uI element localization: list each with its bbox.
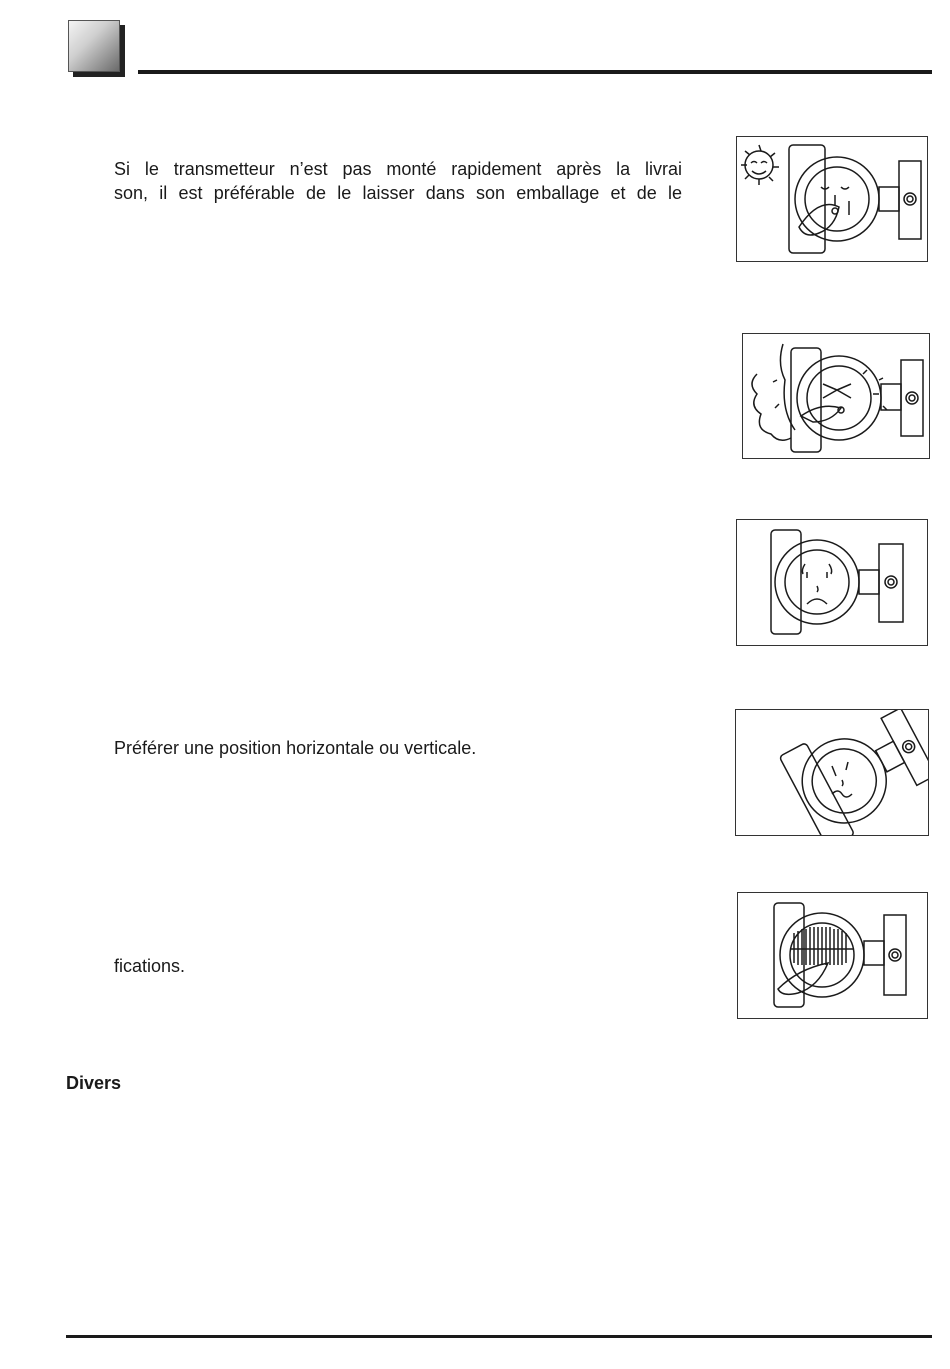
storage-paragraph-line-2: son, il est préférable de le laisser dans son emballage et de le xyxy=(114,183,682,203)
sun-icon xyxy=(741,145,779,185)
figure-transmitter-rain xyxy=(742,333,930,459)
figure-transmitter-enclosed xyxy=(737,892,928,1019)
position-paragraph: Préférer une position horizontale ou verticale. xyxy=(114,738,477,758)
chapter-marker-square xyxy=(68,20,124,76)
header-rule xyxy=(138,70,932,74)
storage-paragraph-line-1: Si le transmetteur n’est pas monté rapidement après la livrai xyxy=(114,159,682,179)
figure-transmitter-sun xyxy=(736,136,928,262)
fications-paragraph: fications. xyxy=(114,956,186,976)
figure-transmitter-tilted xyxy=(735,709,929,836)
figure-transmitter-neutral xyxy=(736,519,928,646)
section-heading-divers: Divers xyxy=(66,1073,122,1093)
storage-paragraph xyxy=(114,157,682,205)
footer-rule xyxy=(66,1335,932,1338)
